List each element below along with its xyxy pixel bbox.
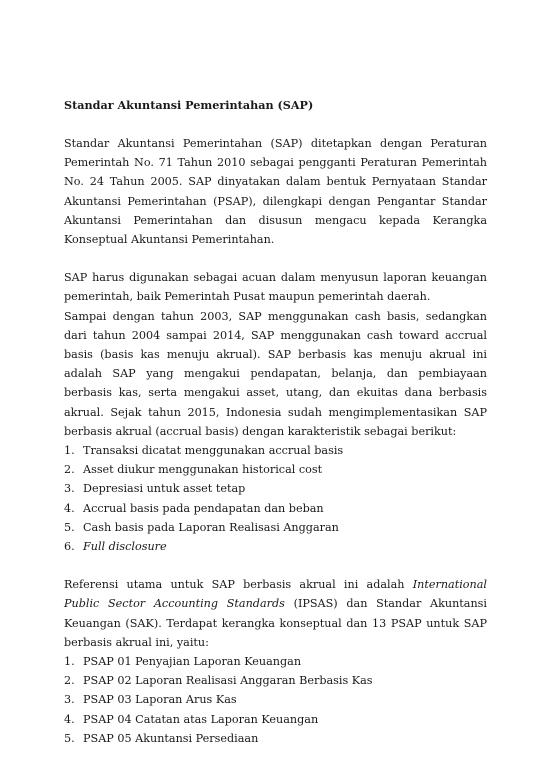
list-number: 2. xyxy=(64,674,75,688)
list-text: Full disclosure xyxy=(83,539,167,553)
paragraph-references xyxy=(64,575,487,652)
list-number: 4. xyxy=(64,501,75,515)
list-number: 1. xyxy=(64,444,75,458)
spacer xyxy=(64,249,487,268)
list-text: Accrual basis pada pendapatan dan beban xyxy=(83,501,324,515)
reference-text: Referensi utama untuk SAP berbasis akrual ini adalah xyxy=(64,578,413,592)
paragraph-intro: Standar Akuntansi Pemerintahan (SAP) ditetapkan dengan Peraturan Pemerintah No. 71 Tahun 2010 sebagai pengganti Peraturan Pemerintah No. 24 Tahun 2005. SAP dinyatakan dalam bentuk Pernyataan Standar Akuntansi Pemerintahan (PSAP), dilengkapi dengan Pengantar Standar Akuntansi Pemerintahan dan disusun mengacu kepada Kerangka Konseptual Akuntansi Pemerintahan. xyxy=(64,137,487,247)
list-item xyxy=(64,690,487,709)
list-text: PSAP 02 Laporan Realisasi Anggaran Berbasis Kas xyxy=(83,674,373,688)
list-number: 6. xyxy=(64,539,75,553)
ipsas-title: International Public Sector Accounting Standards xyxy=(64,578,487,611)
spacer xyxy=(64,115,487,134)
list-item xyxy=(64,537,487,556)
list-number: 4. xyxy=(64,712,75,726)
list-text: Cash basis pada Laporan Realisasi Anggaran xyxy=(83,520,339,534)
list-number: 2. xyxy=(64,463,75,477)
paragraph-history: Sampai dengan tahun 2003, SAP menggunakan cash basis, sedangkan dari tahun 2004 sampai 2014, SAP menggunakan cash toward accrual basis (basis kas menuju akrual). SAP berbasis kas menuju akrual ini adalah SAP yang mengakui pendapatan, belanja, dan pembiayaan berbasis kas, serta mengakui asset, utang, dan ekuitas dana berbasis akrual. Sejak tahun 2015, Indonesia sudah mengimplementasikan SAP berbasis akrual (accrual basis) dengan karakteristik sebagai berikut: xyxy=(64,309,487,438)
list-item xyxy=(64,499,487,518)
list-text: PSAP 01 Penyajian Laporan Keuangan xyxy=(83,654,302,668)
list-number: 5. xyxy=(64,520,75,534)
list-text: Asset diukur menggunakan historical cost xyxy=(83,463,323,477)
psap-list xyxy=(64,652,487,748)
list-text: PSAP 04 Catatan atas Laporan Keuangan xyxy=(83,712,319,726)
document-page xyxy=(64,96,487,748)
list-item xyxy=(64,518,487,537)
reference-text: (IPSAS) dan Standar Akuntansi Keuangan (SAK). Terdapat kerangka konseptual dan 13 PSAP untuk SAP berbasis akrual ini, yaitu: xyxy=(64,597,487,649)
list-number: 5. xyxy=(64,731,75,745)
list-item xyxy=(64,710,487,729)
list-text: Transaksi dicatat menggunakan accrual basis xyxy=(83,444,344,458)
list-item xyxy=(64,479,487,498)
list-number: 3. xyxy=(64,693,75,707)
list-item xyxy=(64,729,487,748)
list-text: Depresiasi untuk asset tetap xyxy=(83,482,246,496)
list-item xyxy=(64,671,487,690)
list-number: 1. xyxy=(64,654,75,668)
list-item xyxy=(64,652,487,671)
list-item xyxy=(64,460,487,479)
list-text: PSAP 05 Akuntansi Persediaan xyxy=(83,731,259,745)
list-text: PSAP 03 Laporan Arus Kas xyxy=(83,693,237,707)
characteristics-list xyxy=(64,441,487,556)
paragraph-usage: SAP harus digunakan sebagai acuan dalam menyusun laporan keuangan pemerintah, baik Pemerintah Pusat maupun pemerintah daerah. xyxy=(64,271,487,304)
document-title: Standar Akuntansi Pemerintahan (SAP) xyxy=(64,98,314,112)
spacer xyxy=(64,556,487,575)
list-item xyxy=(64,441,487,460)
list-number: 3. xyxy=(64,482,75,496)
